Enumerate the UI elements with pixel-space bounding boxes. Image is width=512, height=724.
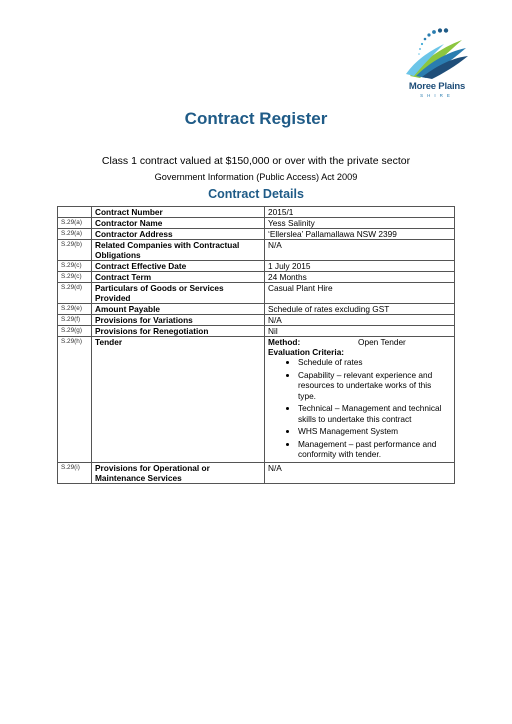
table-row [58, 218, 455, 229]
row-value: 24 Months [265, 272, 455, 283]
row-label: Contractor Address [92, 229, 265, 240]
contract-details-table [57, 206, 455, 484]
row-value: Yess Salinity [265, 218, 455, 229]
page-title: Contract Register [184, 109, 328, 128]
row-value: Nil [265, 326, 455, 337]
row-ref: S.29(e) [58, 304, 92, 315]
table-row [58, 272, 455, 283]
row-label: Contract Effective Date [92, 261, 265, 272]
row-ref [58, 207, 92, 218]
row-ref: S.29(a) [58, 229, 92, 240]
row-value: Schedule of rates excluding GST [265, 304, 455, 315]
row-label: Provisions for Variations [92, 315, 265, 326]
list-item: • Management – past performance and conformity with tender. [298, 439, 451, 460]
row-ref: S.29(h) [58, 337, 92, 463]
row-value: ‘Ellerslea’ Pallamallawa NSW 2399 [265, 229, 455, 240]
row-value: N/A [265, 315, 455, 326]
act-subtitle: Government Information (Public Access) Act 2009 [154, 172, 358, 182]
row-value: 2015/1 [265, 207, 455, 218]
row-ref: S.29(a) [58, 218, 92, 229]
tender-method [268, 337, 451, 347]
evaluation-criteria-label: Evaluation Criteria: [268, 347, 345, 357]
row-ref: S.29(c) [58, 261, 92, 272]
row-label: Contract Number [92, 207, 265, 218]
row-ref: S.29(c) [58, 272, 92, 283]
table-row [58, 462, 455, 483]
logo-name: Moree Plains [408, 81, 466, 92]
table-row [58, 304, 455, 315]
row-value: Casual Plant Hire [265, 283, 455, 304]
evaluation-criteria-list [268, 357, 451, 460]
row-label: Amount Payable [92, 304, 265, 315]
moree-plains-logo [400, 26, 472, 106]
table-row [58, 283, 455, 304]
table-row [58, 240, 455, 261]
section-title: Contract Details [208, 187, 304, 201]
row-ref: S.29(g) [58, 326, 92, 337]
table-row [58, 261, 455, 272]
contract-class-subtitle: Class 1 contract valued at $150,000 or over with the private sector [101, 155, 411, 167]
method-value: Open Tender [358, 337, 406, 347]
logo-mark-icon [400, 26, 472, 82]
row-value: N/A [265, 240, 455, 261]
row-label: Contract Term [92, 272, 265, 283]
row-label: Related Companies with Contractual Obligations [92, 240, 265, 261]
row-ref: S.29(i) [58, 462, 92, 483]
row-label: Provisions for Renegotiation [92, 326, 265, 337]
method-label: Method: [268, 337, 301, 347]
table-row [58, 326, 455, 337]
row-value: 1 July 2015 [265, 261, 455, 272]
row-ref: S.29(b) [58, 240, 92, 261]
tender-details [265, 337, 455, 463]
list-item: • Technical – Management and technical skills to undertake this contract [298, 403, 451, 424]
row-label: Contractor Name [92, 218, 265, 229]
table-row [58, 315, 455, 326]
row-label: Particulars of Goods or Services Provided [92, 283, 265, 304]
logo-subtitle: SHIRE [420, 93, 454, 98]
table-row [58, 229, 455, 240]
list-item: • WHS Management System [298, 426, 451, 437]
row-ref: S.29(d) [58, 283, 92, 304]
row-label: Provisions for Operational or Maintenance Services [92, 462, 265, 483]
list-item: • Capability – relevant experience and resources to undertake works of this type. [298, 370, 451, 402]
table-row [58, 207, 455, 218]
row-label: Tender [92, 337, 265, 463]
tender-row [58, 337, 455, 463]
row-ref: S.29(f) [58, 315, 92, 326]
row-value: N/A [265, 462, 455, 483]
list-item: • Schedule of rates [298, 357, 451, 368]
